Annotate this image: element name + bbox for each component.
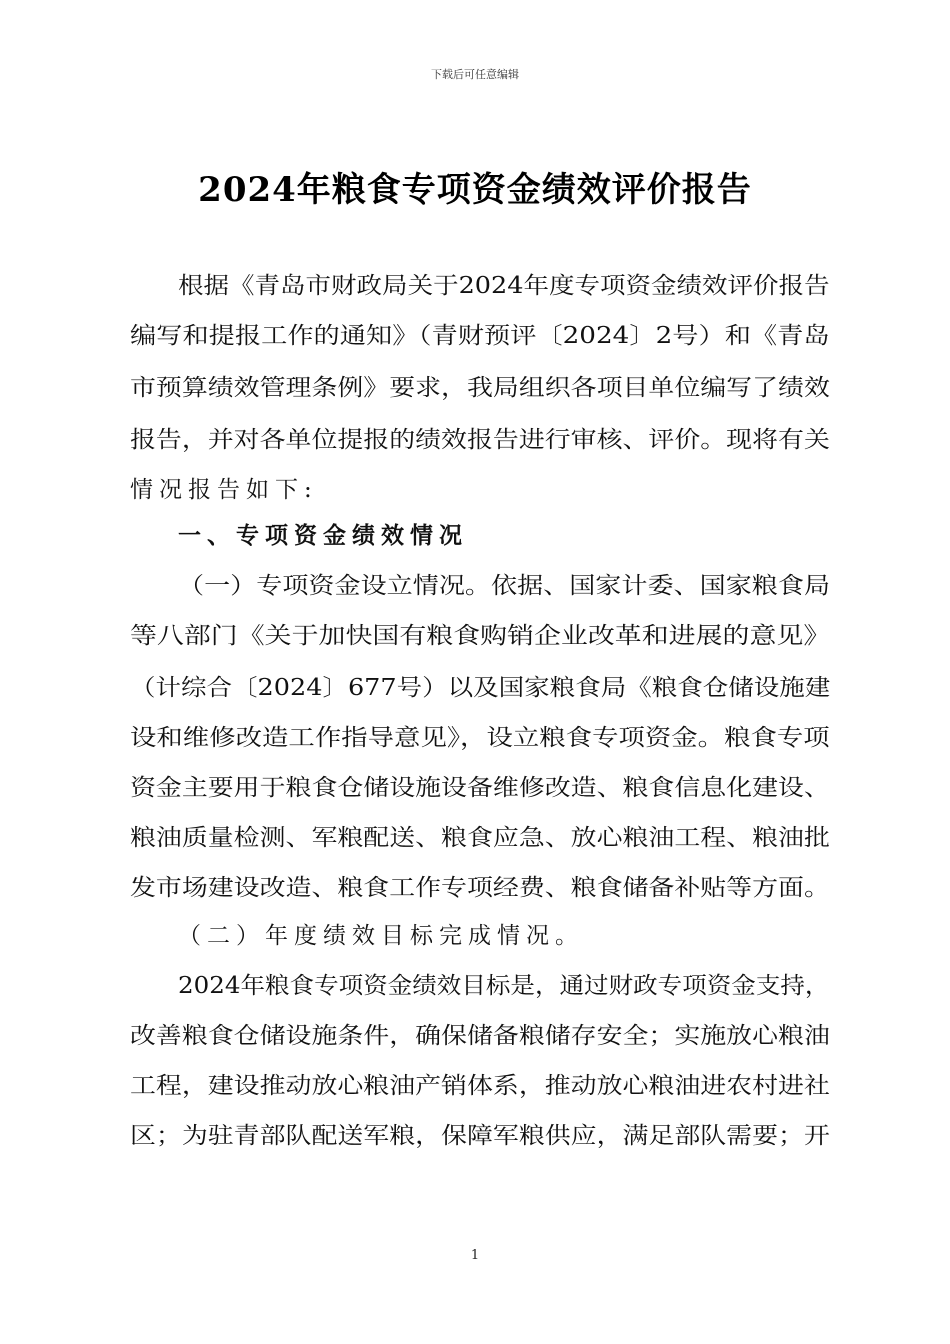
page-number: 1 <box>470 1248 480 1263</box>
paragraph-line: 根据《青岛市财政局关于2024年度专项资金绩效评价报告 <box>178 273 830 299</box>
paragraph-line: 设和维修改造工作指导意见》，设立粮食专项资金。粮食专项 <box>130 725 830 751</box>
paragraph-line: 情况报告如下: <box>130 477 318 503</box>
section-heading: 一、专项资金绩效情况 <box>178 523 468 549</box>
document-title: 2024年粮食专项资金绩效评价报告 <box>198 170 752 210</box>
paragraph-line: 等八部门《关于加快国有粮食购销企业改革和进展的意见》 <box>130 623 831 649</box>
paragraph-line: 2024年粮食专项资金绩效目标是，通过财政专项资金支持， <box>178 973 830 999</box>
paragraph-line: 发市场建设改造、粮食工作专项经费、粮食储备补贴等方面。 <box>130 875 830 901</box>
paragraph-line: 资金主要用于粮食仓储设施设备维修改造、粮食信息化建设、 <box>130 775 830 801</box>
paragraph-line: 报告，并对各单位提报的绩效报告进行审核、评价。现将有关 <box>130 427 830 453</box>
paragraph-line: （一）专项资金设立情况。依据、国家计委、国家粮食局 <box>178 573 831 599</box>
paragraph-line: 市预算绩效管理条例》要求，我局组织各项目单位编写了绩效 <box>130 375 830 401</box>
paragraph-line: 粮油质量检测、军粮配送、粮食应急、放心粮油工程、粮油批 <box>130 825 830 851</box>
paragraph-line: （计综合〔2024〕677号）以及国家粮食局《粮食仓储设施建 <box>130 675 831 701</box>
paragraph-line: 编写和提报工作的通知》（青财预评〔2024〕2号）和《青岛 <box>130 323 830 349</box>
paragraph-line: 改善粮食仓储设施条件，确保储备粮储存安全；实施放心粮油 <box>130 1023 830 1049</box>
paragraph-line: 区；为驻青部队配送军粮，保障军粮供应，满足部队需要；开 <box>130 1123 830 1149</box>
subsection-heading: （二）年度绩效目标完成情况。 <box>178 923 584 949</box>
header-note: 下载后可任意编辑 <box>431 68 519 81</box>
paragraph-line: 工程，建设推动放心粮油产销体系，推动放心粮油进农村进社 <box>130 1073 830 1099</box>
